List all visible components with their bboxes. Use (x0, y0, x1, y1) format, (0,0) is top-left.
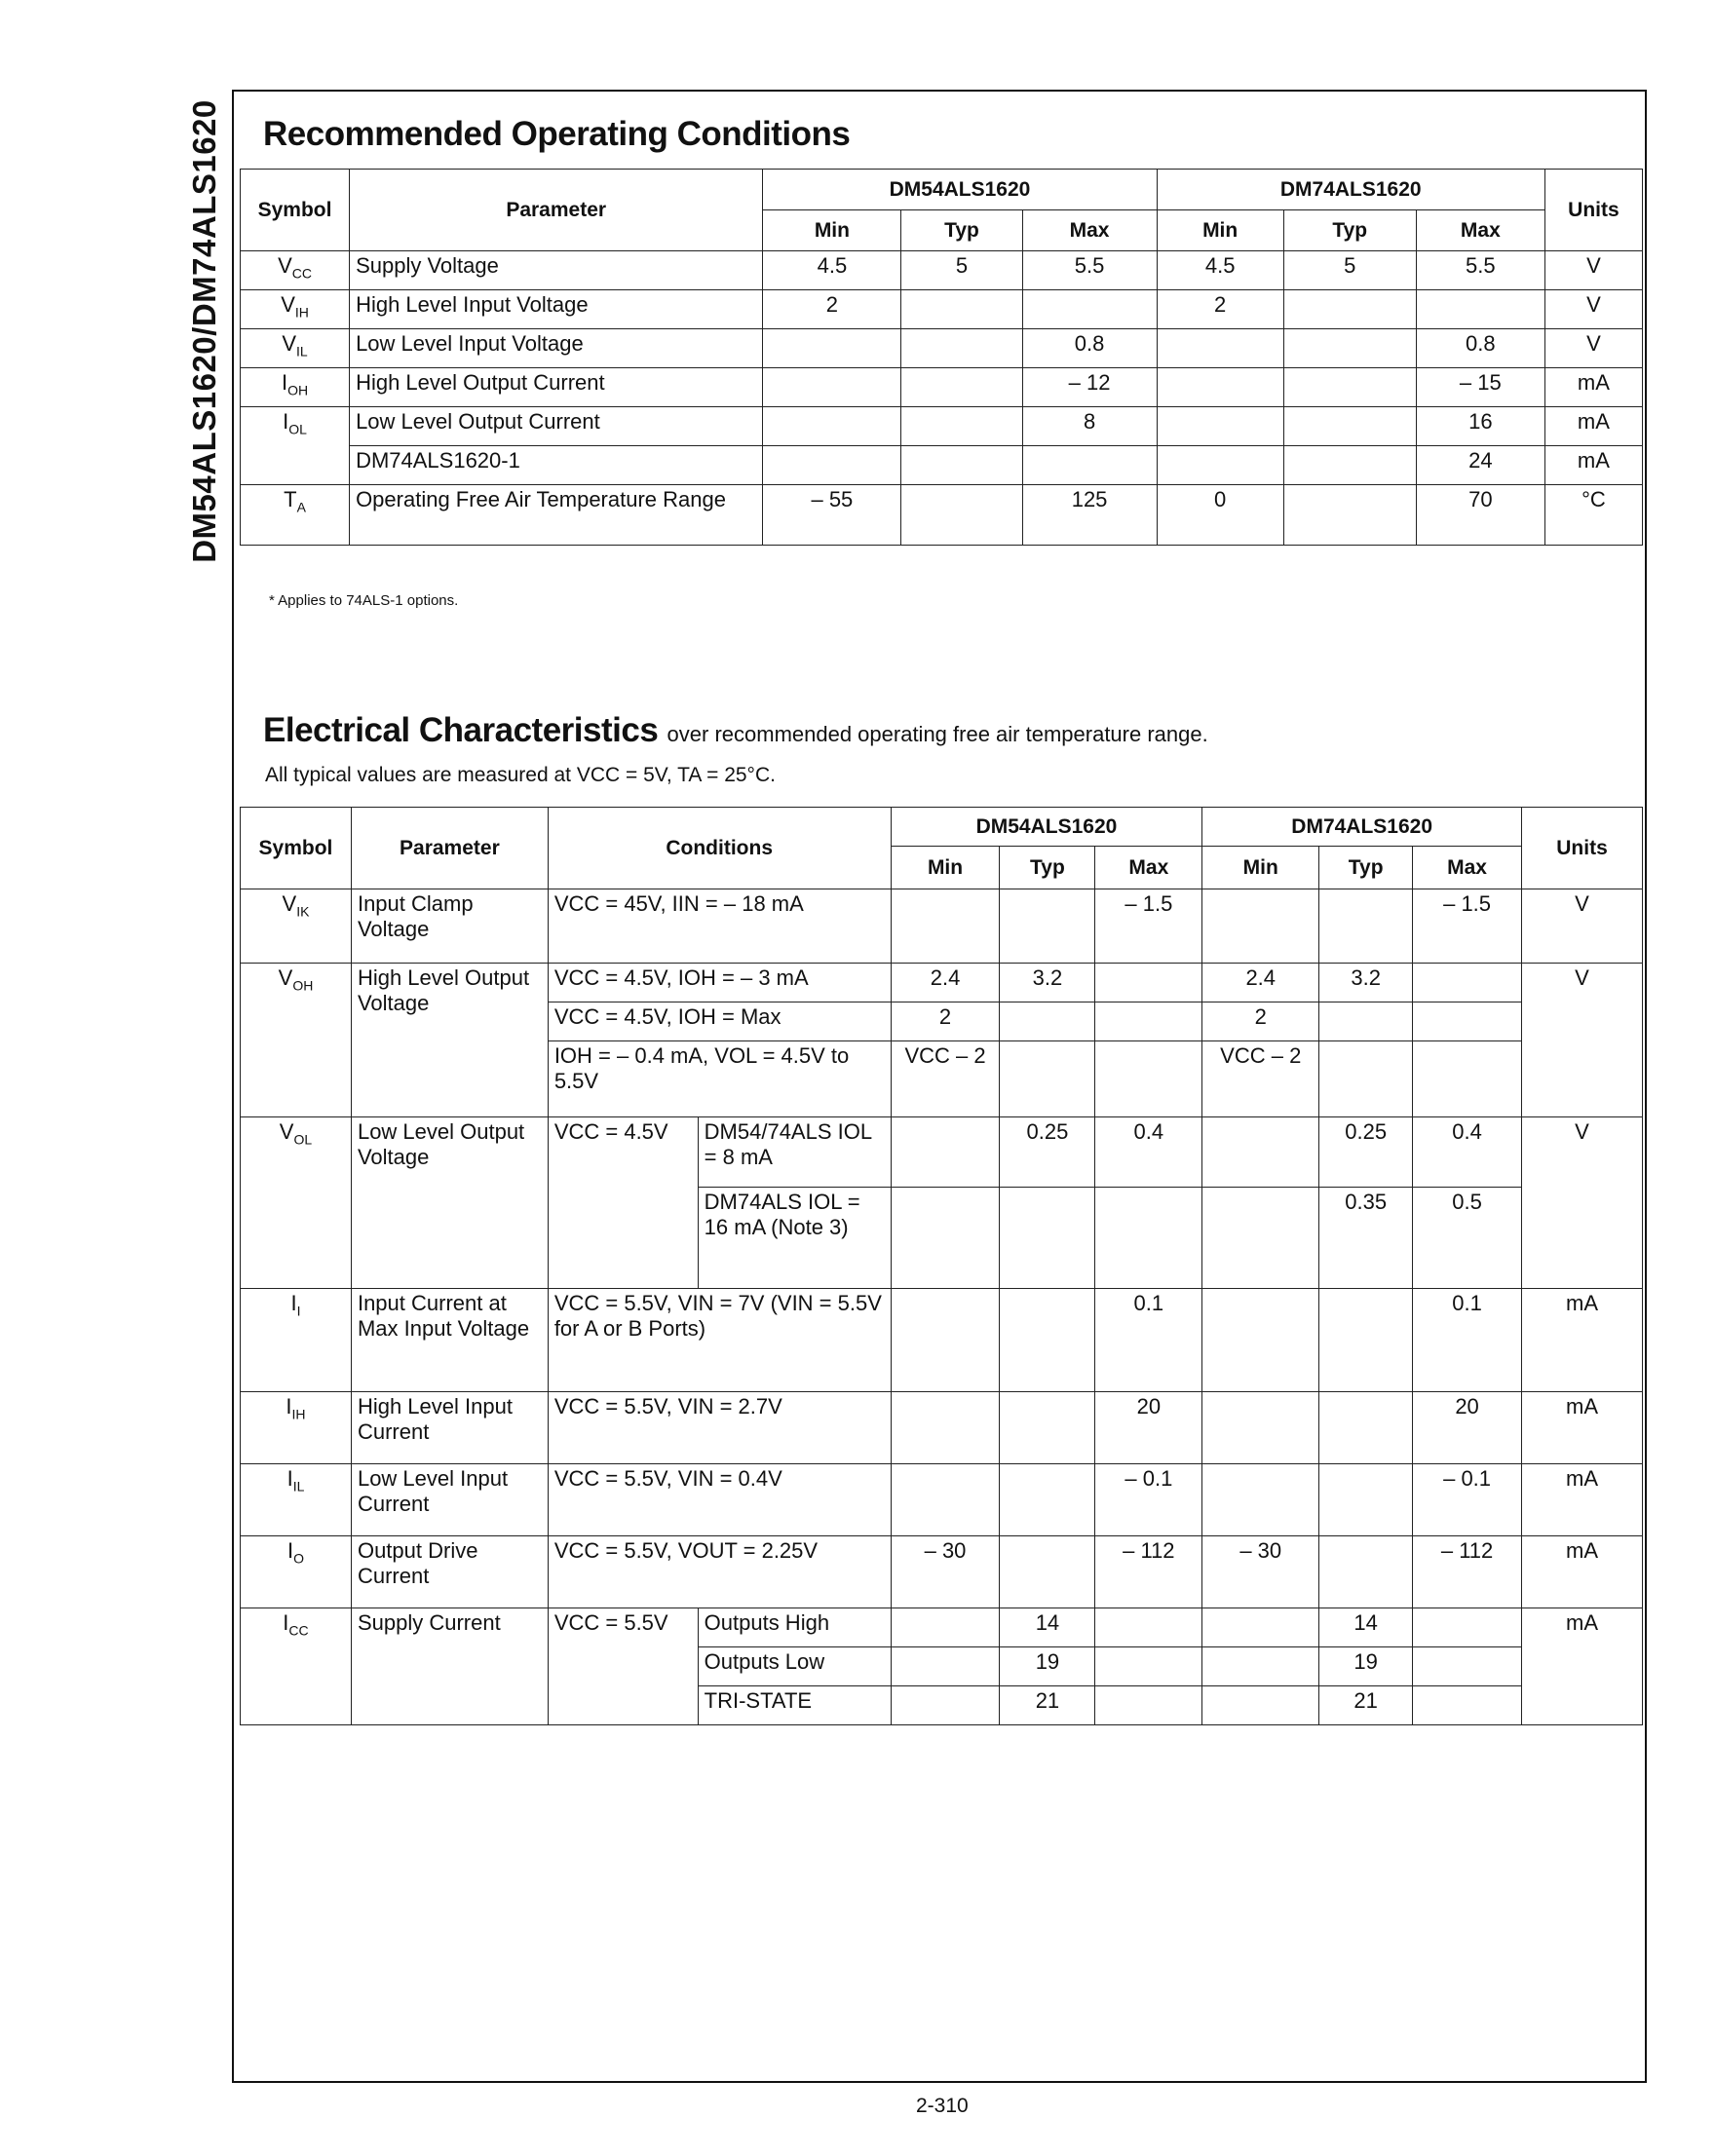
condition-cell: IOH = – 0.4 mA, VOL = 4.5V to 5.5V (548, 1041, 891, 1117)
value-cell: 0.4 (1413, 1117, 1522, 1188)
ec-header-min: Min (891, 847, 1000, 889)
value-cell (1413, 1002, 1522, 1041)
symbol-cell (241, 407, 350, 485)
value-cell (1202, 1686, 1319, 1725)
value-cell (1283, 329, 1416, 368)
roc-header-symbol: Symbol (241, 170, 350, 251)
condition-cell: VCC = 4.5V, IOH = – 3 mA (548, 964, 891, 1002)
symbol-letter: I (283, 1610, 289, 1635)
value-cell (1095, 964, 1202, 1002)
symbol-letter: V (278, 965, 293, 990)
value-cell: 21 (1319, 1686, 1413, 1725)
ec-table (240, 807, 1643, 1725)
symbol-subscript: IH (291, 1406, 306, 1422)
parameter-cell: Supply Voltage (350, 251, 763, 290)
value-cell: 0.5 (1413, 1188, 1522, 1289)
parameter-cell: High Level Output Voltage (351, 964, 548, 1117)
value-cell: – 30 (1202, 1536, 1319, 1608)
value-cell (1319, 1041, 1413, 1117)
value-cell: 24 (1416, 446, 1544, 485)
value-cell (891, 1608, 1000, 1647)
unit-cell: mA (1544, 407, 1642, 446)
parameter-cell: Output Drive Current (351, 1536, 548, 1608)
table-row (241, 1464, 1643, 1536)
value-cell: 0.8 (1022, 329, 1157, 368)
symbol-subscript: I (296, 1303, 301, 1319)
parameter-cell: Low Level Output Voltage (351, 1117, 548, 1289)
symbol-cell (241, 1536, 352, 1608)
value-cell: 0.8 (1416, 329, 1544, 368)
symbol-cell (241, 290, 350, 329)
value-cell (891, 1289, 1000, 1392)
symbol-cell (241, 1117, 352, 1289)
page-number: 2-310 (916, 2095, 969, 2117)
table-row (241, 251, 1643, 290)
symbol-subscript: IH (294, 304, 309, 321)
value-cell: 20 (1095, 1392, 1202, 1464)
value-cell (1413, 1608, 1522, 1647)
value-cell: – 0.1 (1095, 1464, 1202, 1536)
ec-title-suffix: over recommended operating free air temperature range. (667, 722, 1208, 746)
symbol-subscript: O (293, 1550, 304, 1567)
symbol-subscript: IL (292, 1478, 305, 1494)
parameter-cell: Low Level Input Current (351, 1464, 548, 1536)
value-cell: 70 (1416, 485, 1544, 546)
value-cell: 16 (1416, 407, 1544, 446)
table-row (241, 407, 1643, 446)
value-cell (1095, 1608, 1202, 1647)
value-cell: 0.25 (1000, 1117, 1095, 1188)
value-cell (1022, 446, 1157, 485)
ec-header-typ: Typ (1000, 847, 1095, 889)
unit-cell: mA (1522, 1608, 1643, 1725)
value-cell (1319, 889, 1413, 964)
value-cell: 14 (1000, 1608, 1095, 1647)
symbol-subscript: IK (296, 903, 310, 920)
roc-footnote: * Applies to 74ALS-1 options. (269, 592, 459, 609)
symbol-cell (241, 889, 352, 964)
value-cell (763, 329, 901, 368)
parameter-cell: High Level Input Voltage (350, 290, 763, 329)
value-cell: – 15 (1416, 368, 1544, 407)
condition-cell: VCC = 5.5V (548, 1608, 698, 1725)
value-cell: 2.4 (891, 964, 1000, 1002)
value-cell (1000, 889, 1095, 964)
ec-title (263, 711, 1208, 750)
value-cell (1319, 1289, 1413, 1392)
table-row (241, 1289, 1643, 1392)
value-cell: 0 (1157, 485, 1283, 546)
subcondition-cell: TRI-STATE (698, 1686, 891, 1725)
parameter-cell: Low Level Input Voltage (350, 329, 763, 368)
parameter-cell: High Level Input Current (351, 1392, 548, 1464)
parameter-cell: Low Level Output Current (350, 407, 763, 446)
value-cell: 2 (1202, 1002, 1319, 1041)
value-cell (1283, 485, 1416, 546)
value-cell (1413, 1686, 1522, 1725)
value-cell (891, 1686, 1000, 1725)
value-cell (1095, 1686, 1202, 1725)
roc-header-min: Min (763, 210, 901, 251)
value-cell: – 112 (1095, 1536, 1202, 1608)
unit-cell: °C (1544, 485, 1642, 546)
value-cell (901, 290, 1022, 329)
value-cell: 21 (1000, 1686, 1095, 1725)
symbol-subscript: OH (287, 382, 309, 398)
parameter-cell: Operating Free Air Temperature Range (350, 485, 763, 546)
unit-cell: mA (1522, 1289, 1643, 1392)
parameter-cell: High Level Output Current (350, 368, 763, 407)
roc-header-min: Min (1157, 210, 1283, 251)
value-cell: 8 (1022, 407, 1157, 446)
value-cell (891, 1392, 1000, 1464)
value-cell (1413, 1647, 1522, 1686)
table-row (241, 446, 1643, 485)
value-cell (1319, 1392, 1413, 1464)
value-cell: 3.2 (1319, 964, 1413, 1002)
value-cell (891, 889, 1000, 964)
value-cell (1283, 368, 1416, 407)
symbol-subscript: CC (288, 1622, 309, 1639)
roc-header-typ: Typ (901, 210, 1022, 251)
table-row (241, 1536, 1643, 1608)
value-cell: – 112 (1413, 1536, 1522, 1608)
ec-header-dev2: DM74ALS1620 (1202, 808, 1522, 847)
condition-cell: VCC = 4.5V (548, 1117, 698, 1289)
value-cell: 2 (1157, 290, 1283, 329)
value-cell: 125 (1022, 485, 1157, 546)
ec-header-units: Units (1522, 808, 1643, 889)
value-cell (901, 407, 1022, 446)
symbol-cell (241, 964, 352, 1117)
value-cell: 5.5 (1416, 251, 1544, 290)
value-cell (1000, 1392, 1095, 1464)
unit-cell: mA (1544, 446, 1642, 485)
roc-header-max: Max (1416, 210, 1544, 251)
table-row (241, 329, 1643, 368)
symbol-letter: V (282, 331, 297, 356)
ec-header-symbol: Symbol (241, 808, 352, 889)
value-cell (763, 407, 901, 446)
unit-cell: mA (1522, 1464, 1643, 1536)
symbol-cell (241, 1392, 352, 1464)
value-cell (901, 368, 1022, 407)
symbol-cell (241, 329, 350, 368)
value-cell (1000, 1289, 1095, 1392)
table-row (241, 1117, 1643, 1188)
parameter-cell: Input Current at Max Input Voltage (351, 1289, 548, 1392)
value-cell (901, 446, 1022, 485)
value-cell (1283, 290, 1416, 329)
symbol-subscript: OL (288, 421, 307, 437)
condition-cell: VCC = 5.5V, VIN = 0.4V (548, 1464, 891, 1536)
value-cell (1202, 1647, 1319, 1686)
value-cell: – 12 (1022, 368, 1157, 407)
value-cell: 4.5 (763, 251, 901, 290)
value-cell (1202, 1608, 1319, 1647)
table-row (241, 1392, 1643, 1464)
value-cell (891, 1117, 1000, 1188)
ec-header-min: Min (1202, 847, 1319, 889)
value-cell: 0.1 (1095, 1289, 1202, 1392)
value-cell (1022, 290, 1157, 329)
value-cell: 14 (1319, 1608, 1413, 1647)
unit-cell: V (1544, 290, 1642, 329)
side-title: DM54ALS1620/DM74ALS1620 (186, 99, 222, 563)
symbol-letter: I (286, 1538, 294, 1563)
ec-header-max: Max (1095, 847, 1202, 889)
value-cell (901, 329, 1022, 368)
value-cell (1413, 1041, 1522, 1117)
symbol-letter: I (290, 1291, 297, 1315)
value-cell: 19 (1000, 1647, 1095, 1686)
value-cell: 2 (891, 1002, 1000, 1041)
table-row (241, 889, 1643, 964)
value-cell: 19 (1319, 1647, 1413, 1686)
condition-cell: VCC = 5.5V, VOUT = 2.25V (548, 1536, 891, 1608)
value-cell (1202, 1289, 1319, 1392)
table-row (241, 1608, 1643, 1647)
symbol-letter: I (281, 370, 288, 395)
symbol-subscript: IL (296, 343, 308, 359)
symbol-cell (241, 1464, 352, 1536)
value-cell: 3.2 (1000, 964, 1095, 1002)
value-cell (1157, 368, 1283, 407)
value-cell: 0.25 (1319, 1117, 1413, 1188)
value-cell (1413, 964, 1522, 1002)
unit-cell: V (1522, 889, 1643, 964)
table-row (241, 290, 1643, 329)
value-cell (1095, 1647, 1202, 1686)
ec-title-main: Electrical Characteristics (263, 711, 659, 749)
value-cell: 5.5 (1022, 251, 1157, 290)
value-cell (1157, 446, 1283, 485)
symbol-subscript: CC (291, 265, 312, 282)
value-cell (763, 446, 901, 485)
symbol-letter: V (282, 891, 297, 916)
unit-cell: V (1544, 251, 1642, 290)
symbol-cell (241, 368, 350, 407)
value-cell (1319, 1464, 1413, 1536)
value-cell (1202, 1117, 1319, 1188)
value-cell: 0.4 (1095, 1117, 1202, 1188)
unit-cell: mA (1544, 368, 1642, 407)
value-cell (1000, 1002, 1095, 1041)
ec-subtitle: All typical values are measured at VCC = 5V, TA = 25°C. (265, 764, 776, 786)
value-cell: 0.1 (1413, 1289, 1522, 1392)
value-cell (1283, 446, 1416, 485)
roc-header-parameter: Parameter (350, 170, 763, 251)
value-cell (1000, 1536, 1095, 1608)
value-cell (891, 1464, 1000, 1536)
parameter-cell: Input Clamp Voltage (351, 889, 548, 964)
value-cell (1202, 1392, 1319, 1464)
value-cell: – 55 (763, 485, 901, 546)
condition-cell: VCC = 5.5V, VIN = 2.7V (548, 1392, 891, 1464)
symbol-cell (241, 485, 350, 546)
value-cell (891, 1188, 1000, 1289)
subcondition-cell: Outputs High (698, 1608, 891, 1647)
ec-header-parameter: Parameter (351, 808, 548, 889)
value-cell (1319, 1002, 1413, 1041)
symbol-subscript: OL (293, 1131, 313, 1148)
symbol-subscript: OH (292, 977, 314, 994)
condition-cell: VCC = 45V, IIN = – 18 mA (548, 889, 891, 964)
subcondition-cell: DM74ALS IOL = 16 mA (Note 3) (698, 1188, 891, 1289)
value-cell: 2.4 (1202, 964, 1319, 1002)
symbol-subscript: A (296, 499, 306, 515)
value-cell: 5 (901, 251, 1022, 290)
value-cell (1000, 1041, 1095, 1117)
symbol-cell (241, 1608, 352, 1725)
value-cell: 5 (1283, 251, 1416, 290)
roc-header-units: Units (1544, 170, 1642, 251)
value-cell: VCC – 2 (1202, 1041, 1319, 1117)
subcondition-cell: DM54/74ALS IOL = 8 mA (698, 1117, 891, 1188)
ec-header-typ: Typ (1319, 847, 1413, 889)
value-cell (901, 485, 1022, 546)
symbol-letter: T (284, 487, 297, 511)
value-cell: 0.35 (1319, 1188, 1413, 1289)
parameter-cell: DM74ALS1620-1 (350, 446, 763, 485)
value-cell (1157, 329, 1283, 368)
roc-title: Recommended Operating Conditions (263, 115, 851, 153)
value-cell (1202, 889, 1319, 964)
value-cell (1319, 1536, 1413, 1608)
unit-cell: V (1522, 1117, 1643, 1289)
condition-cell: VCC = 5.5V, VIN = 7V (VIN = 5.5V for A or B Ports) (548, 1289, 891, 1392)
value-cell (1283, 407, 1416, 446)
value-cell (891, 1647, 1000, 1686)
value-cell: 4.5 (1157, 251, 1283, 290)
ec-header-conditions: Conditions (548, 808, 891, 889)
roc-header-dev1: DM54ALS1620 (763, 170, 1157, 210)
value-cell: – 30 (891, 1536, 1000, 1608)
value-cell: – 1.5 (1413, 889, 1522, 964)
symbol-letter: I (286, 1394, 292, 1418)
table-row (241, 485, 1643, 546)
symbol-cell (241, 1289, 352, 1392)
ec-header-dev1: DM54ALS1620 (891, 808, 1202, 847)
symbol-cell (241, 251, 350, 290)
ec-header-max: Max (1413, 847, 1522, 889)
value-cell (763, 368, 901, 407)
symbol-letter: V (279, 1119, 294, 1144)
value-cell (1095, 1002, 1202, 1041)
parameter-cell: Supply Current (351, 1608, 548, 1725)
condition-cell: VCC = 4.5V, IOH = Max (548, 1002, 891, 1041)
value-cell (1157, 407, 1283, 446)
roc-header-max: Max (1022, 210, 1157, 251)
value-cell: VCC – 2 (891, 1041, 1000, 1117)
value-cell (1202, 1464, 1319, 1536)
value-cell (1095, 1188, 1202, 1289)
symbol-letter: I (286, 1466, 293, 1491)
unit-cell: mA (1522, 1536, 1643, 1608)
roc-table (240, 169, 1643, 546)
subcondition-cell: Outputs Low (698, 1647, 891, 1686)
value-cell (1202, 1188, 1319, 1289)
value-cell (1095, 1041, 1202, 1117)
unit-cell: V (1544, 329, 1642, 368)
value-cell (1000, 1188, 1095, 1289)
unit-cell: mA (1522, 1392, 1643, 1464)
unit-cell: V (1522, 964, 1643, 1117)
roc-header-dev2: DM74ALS1620 (1157, 170, 1544, 210)
value-cell (1416, 290, 1544, 329)
table-row (241, 964, 1643, 1002)
value-cell (1000, 1464, 1095, 1536)
table-row (241, 368, 1643, 407)
symbol-letter: I (283, 409, 289, 434)
roc-header-typ: Typ (1283, 210, 1416, 251)
value-cell: 2 (763, 290, 901, 329)
symbol-letter: V (281, 292, 295, 317)
value-cell: – 1.5 (1095, 889, 1202, 964)
value-cell: 20 (1413, 1392, 1522, 1464)
value-cell: – 0.1 (1413, 1464, 1522, 1536)
symbol-letter: V (278, 253, 292, 278)
